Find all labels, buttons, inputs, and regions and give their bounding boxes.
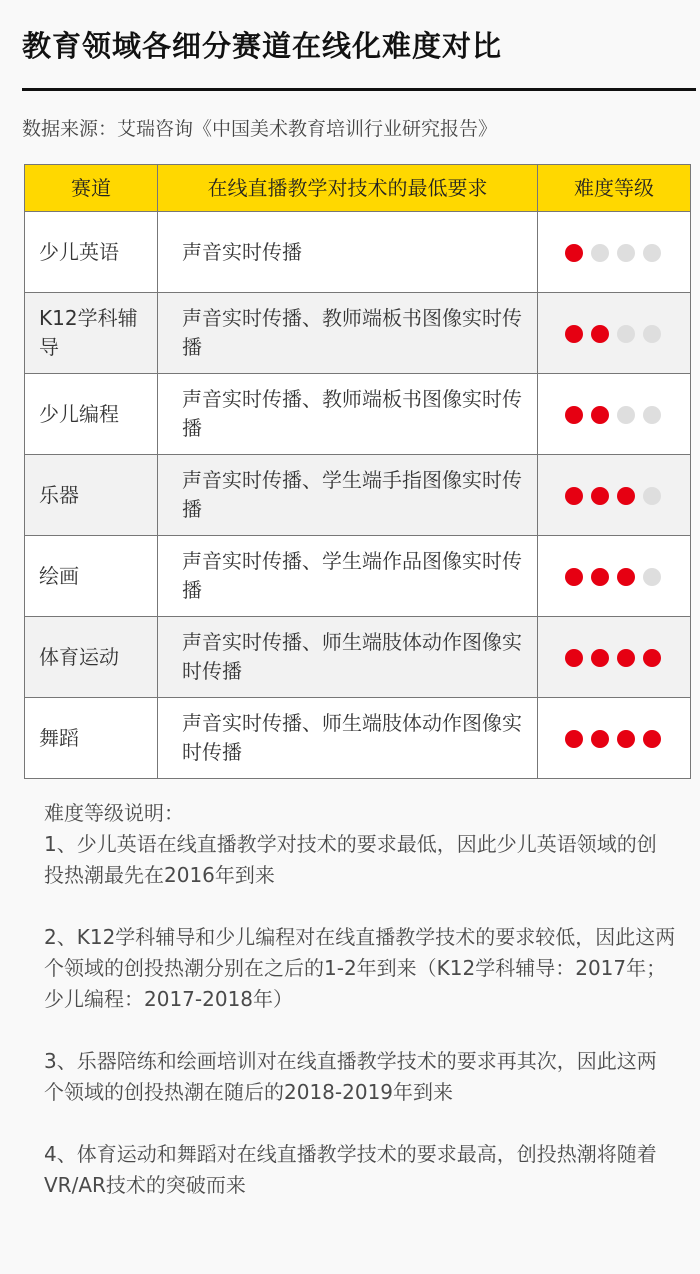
difficulty-dot-filled: [617, 730, 635, 748]
difficulty-table: [24, 164, 691, 779]
difficulty-dot-filled: [565, 649, 583, 667]
difficulty-rating: [538, 455, 691, 536]
track-requirement: 声音实时传播、学生端作品图像实时传播: [158, 536, 538, 617]
difficulty-dot-filled: [591, 649, 609, 667]
difficulty-rating: [538, 617, 691, 698]
note-item: 2、K12学科辅导和少儿编程对在线直播教学技术的要求较低，因此这两个领域的创投热潮分别在之后的1-2年到来（K12学科辅导：2017年；少儿编程：2017-2018年）: [44, 925, 676, 1011]
note-item: 4、体育运动和舞蹈对在线直播教学技术的要求最高，创投热潮将随着VR/AR技术的突破而来: [44, 1142, 657, 1197]
track-name: K12学科辅导: [25, 293, 158, 374]
note-item: 1、少儿英语在线直播教学对技术的要求最低，因此少儿英语领域的创投热潮最先在2016年到来: [44, 832, 657, 887]
table-row: [25, 617, 691, 698]
difficulty-rating: [538, 212, 691, 293]
note-item: 3、乐器陪练和绘画培训对在线直播教学技术的要求再其次，因此这两个领域的创投热潮在随后的2018-2019年到来: [44, 1049, 657, 1104]
difficulty-dot-filled: [591, 730, 609, 748]
difficulty-dot-filled: [591, 325, 609, 343]
track-requirement: 声音实时传播、师生端肢体动作图像实时传播: [158, 617, 538, 698]
track-requirement: 声音实时传播、教师端板书图像实时传播: [158, 374, 538, 455]
difficulty-dot-filled: [617, 568, 635, 586]
track-requirement: 声音实时传播: [158, 212, 538, 293]
track-name: 舞蹈: [25, 698, 158, 779]
table-row: [25, 698, 691, 779]
difficulty-dot-empty: [617, 244, 635, 262]
difficulty-dot-filled: [565, 568, 583, 586]
difficulty-dot-empty: [617, 325, 635, 343]
difficulty-dot-empty: [643, 406, 661, 424]
header-track: 赛道: [25, 165, 158, 212]
header-requirement: 在线直播教学对技术的最低要求: [158, 165, 538, 212]
table-row: [25, 293, 691, 374]
difficulty-rating: [538, 293, 691, 374]
difficulty-dot-empty: [591, 244, 609, 262]
difficulty-dot-filled: [617, 649, 635, 667]
difficulty-dot-filled: [643, 649, 661, 667]
difficulty-rating: [538, 536, 691, 617]
difficulty-dot-empty: [643, 244, 661, 262]
track-name: 少儿英语: [25, 212, 158, 293]
difficulty-rating: [538, 698, 691, 779]
header-level: 难度等级: [538, 165, 691, 212]
track-requirement: 声音实时传播、师生端肢体动作图像实时传播: [158, 698, 538, 779]
difficulty-rating: [538, 374, 691, 455]
title-divider: [22, 88, 696, 91]
table-row: [25, 212, 691, 293]
track-name: 体育运动: [25, 617, 158, 698]
difficulty-dot-filled: [643, 730, 661, 748]
difficulty-dot-empty: [617, 406, 635, 424]
track-name: 乐器: [25, 455, 158, 536]
difficulty-dot-filled: [617, 487, 635, 505]
difficulty-dot-empty: [643, 568, 661, 586]
difficulty-dot-filled: [565, 244, 583, 262]
table-row: [25, 536, 691, 617]
difficulty-dot-filled: [591, 568, 609, 586]
difficulty-notes: [44, 798, 676, 1232]
track-name: 绘画: [25, 536, 158, 617]
track-name: 少儿编程: [25, 374, 158, 455]
table-row: [25, 374, 691, 455]
difficulty-dot-filled: [591, 487, 609, 505]
track-requirement: 声音实时传播、学生端手指图像实时传播: [158, 455, 538, 536]
difficulty-dot-filled: [591, 406, 609, 424]
difficulty-dot-filled: [565, 730, 583, 748]
difficulty-dot-empty: [643, 487, 661, 505]
difficulty-dot-filled: [565, 487, 583, 505]
difficulty-dot-filled: [565, 406, 583, 424]
difficulty-dot-filled: [565, 325, 583, 343]
data-source: 数据来源：艾瑞咨询《中国美术教育培训行业研究报告》: [22, 118, 498, 140]
notes-heading: 难度等级说明：: [44, 801, 184, 825]
table-header-row: [25, 165, 691, 212]
track-requirement: 声音实时传播、教师端板书图像实时传播: [158, 293, 538, 374]
table-row: [25, 455, 691, 536]
difficulty-dot-empty: [643, 325, 661, 343]
page-title: 教育领域各细分赛道在线化难度对比: [22, 29, 503, 63]
table-body: [25, 212, 691, 779]
